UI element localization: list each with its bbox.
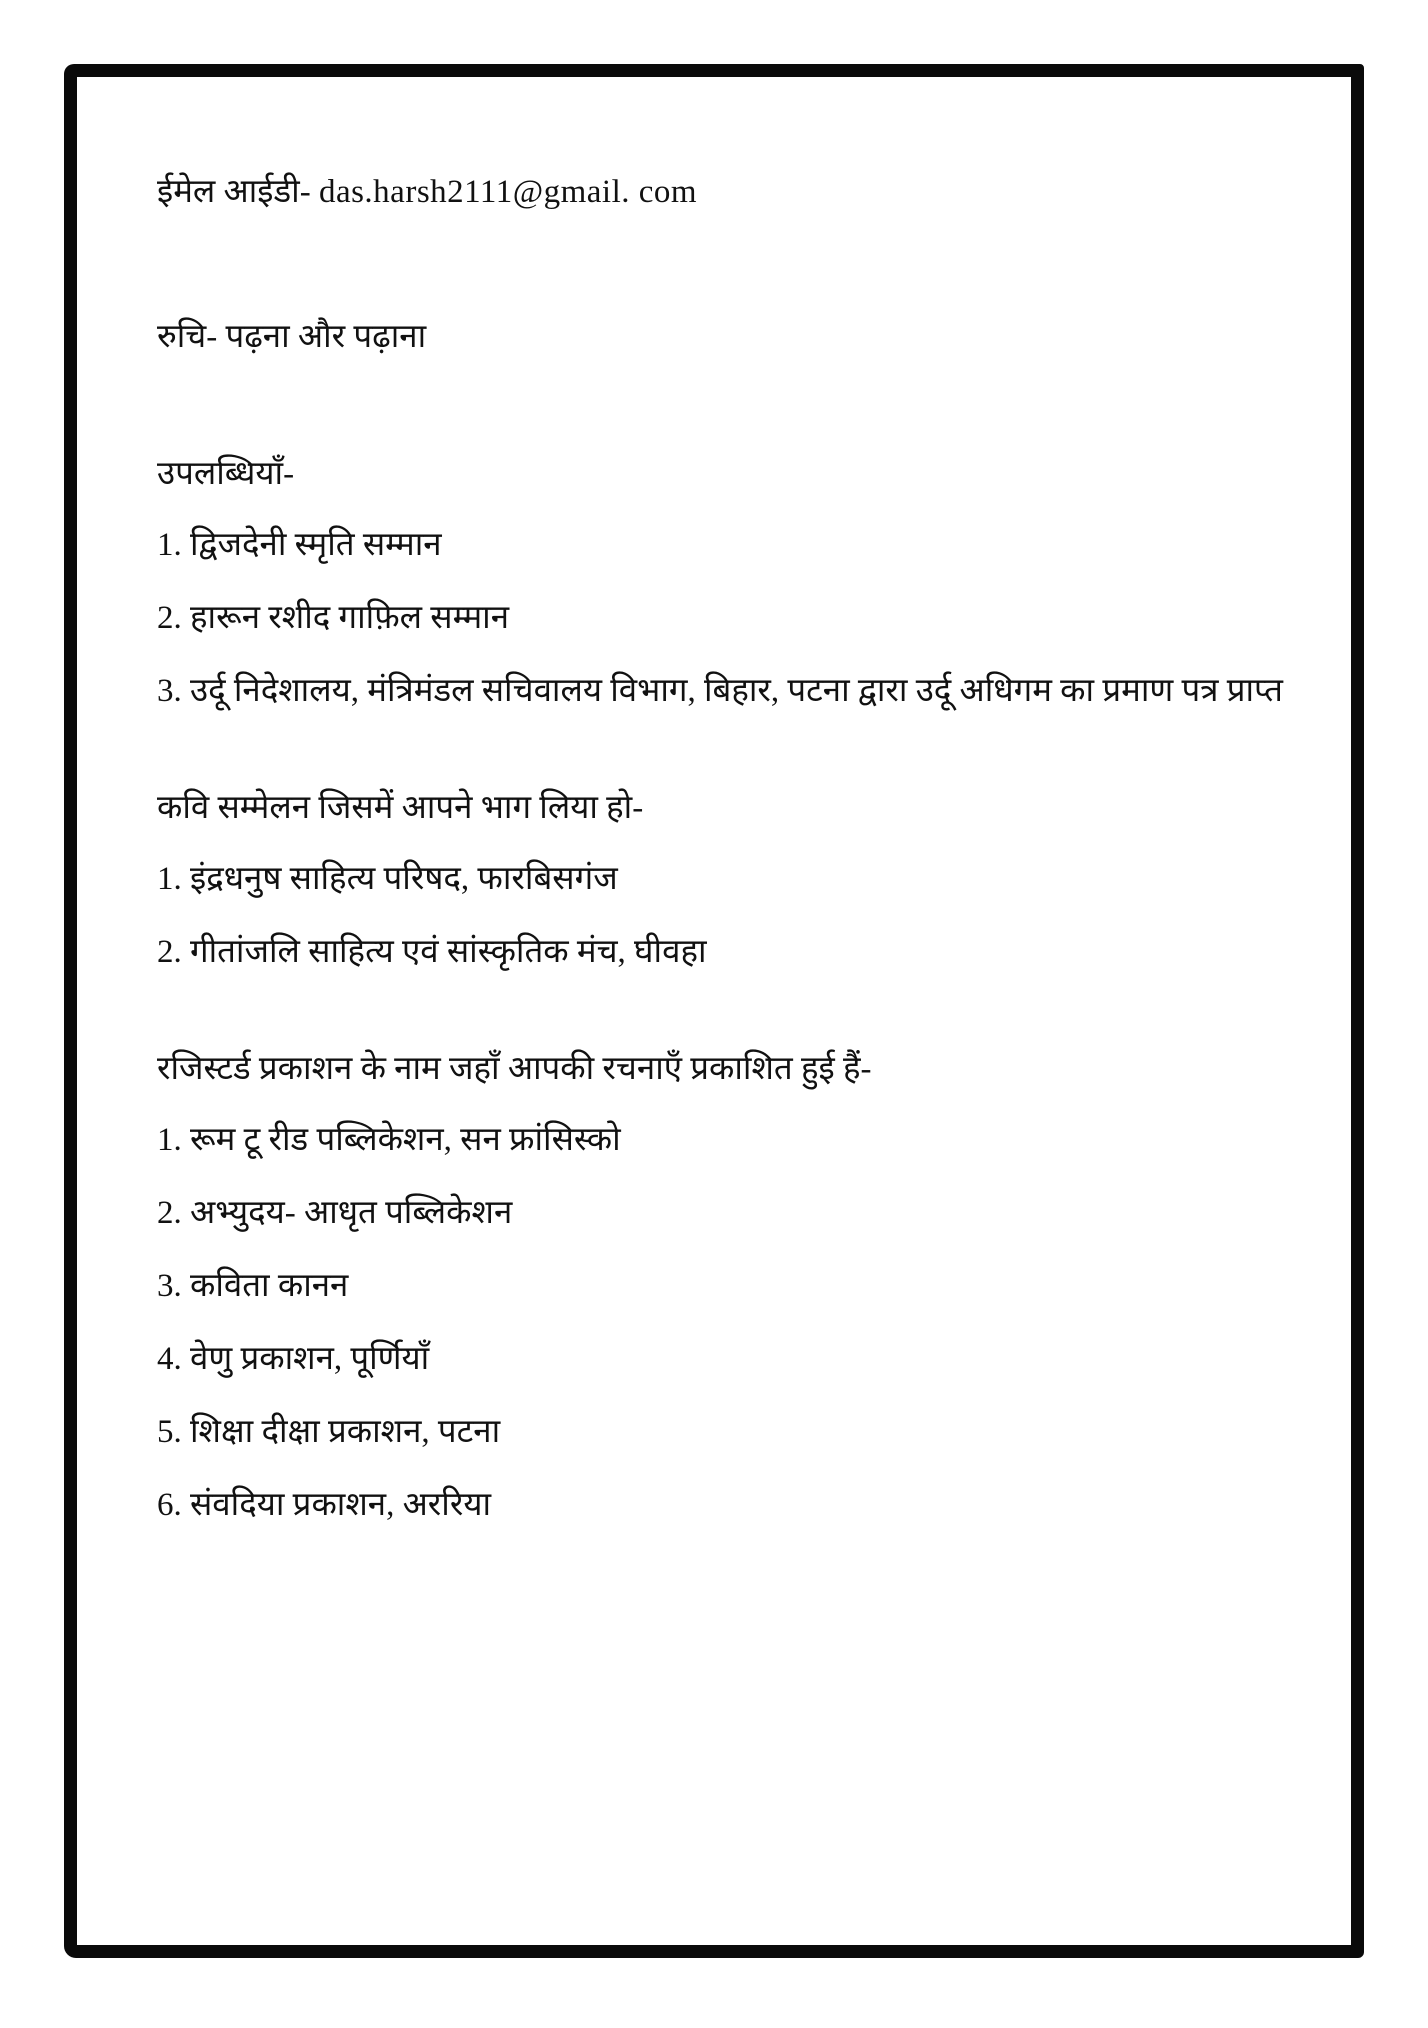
list-item: 3. कविता कानन (157, 1268, 349, 1304)
interest-line: रुचि- पढ़ना और पढ़ाना (157, 319, 427, 355)
list-item: 2. अभ्युदय- आधृत पब्लिकेशन (157, 1195, 513, 1231)
list-item: 3. उर्दू निदेशालय, मंत्रिमंडल सचिवालय विभाग, बिहार, पटना द्वारा उर्दू अधिगम का प्रमाण पत्र प्राप्त (157, 673, 1283, 709)
document-content (77, 77, 1351, 1945)
list-item: 4. वेणु प्रकाशन, पूर्णियाँ (157, 1341, 430, 1377)
email-label: ईमेल आईडी- (157, 174, 311, 210)
email-separator-space (311, 174, 319, 210)
list-item: 1. द्विजदेनी स्मृति सम्मान (157, 527, 442, 563)
section-heading-kavi-sammelan: कवि सम्मेलन जिसमें आपने भाग लिया हो- (157, 790, 644, 826)
list-item: 2. गीतांजलि साहित्य एवं सांस्कृतिक मंच, घीवहा (157, 934, 707, 970)
email-line (157, 169, 1333, 216)
list-item: 1. रूम टू रीड पब्लिकेशन, सन फ्रांसिस्को (157, 1122, 621, 1158)
list-item: 6. संवदिया प्रकाशन, अररिया (157, 1487, 492, 1523)
list-item: 1. इंद्रधनुष साहित्य परिषद, फारबिसगंज (157, 861, 618, 897)
email-address: das.harsh2111@gmail. com (318, 174, 698, 210)
page-border-frame (64, 64, 1364, 1958)
list-item: 2. हारून रशीद गाफ़िल सम्मान (157, 600, 510, 636)
section-heading-registered-publications: रजिस्टर्ड प्रकाशन के नाम जहाँ आपकी रचनाएँ प्रकाशित हुई हैं- (157, 1051, 872, 1087)
section-heading-achievements: उपलब्धियाँ- (157, 456, 295, 492)
list-item: 5. शिक्षा दीक्षा प्रकाशन, पटना (157, 1414, 501, 1450)
